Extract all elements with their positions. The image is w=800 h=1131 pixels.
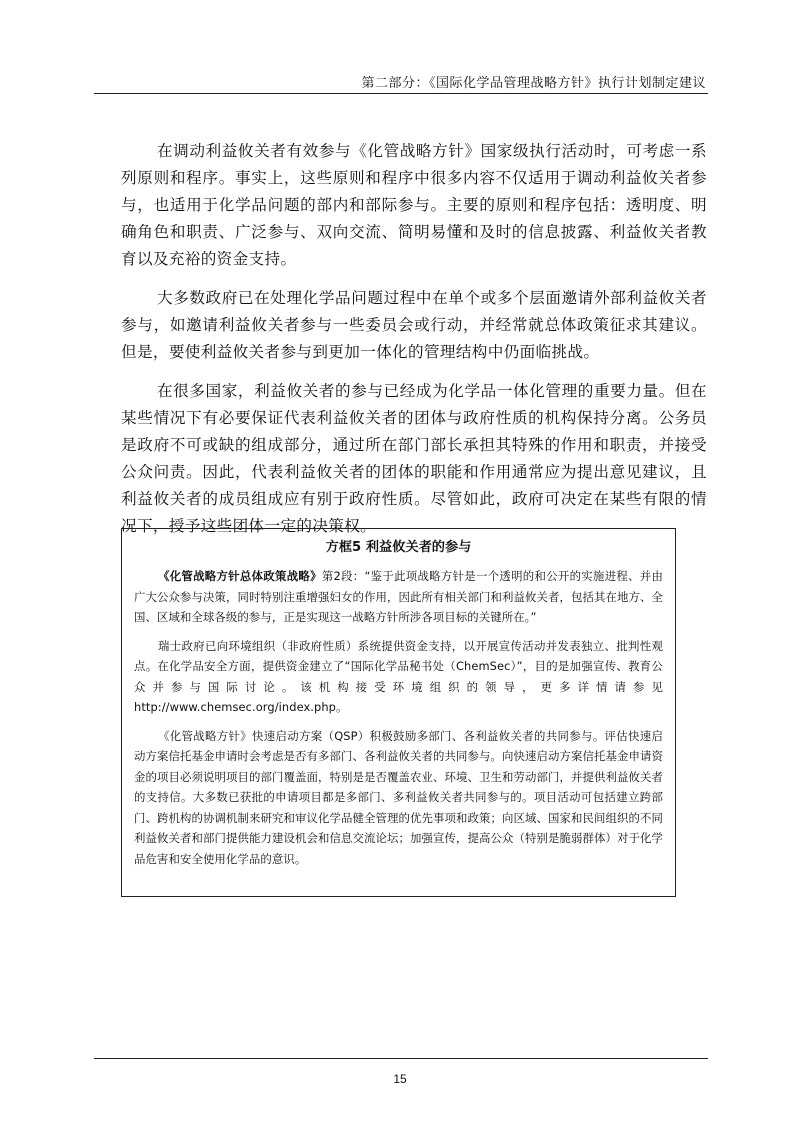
box-paragraph bbox=[134, 566, 663, 628]
paragraph: 大多数政府已在处理化学品问题过程中在单个或多个层面邀请外部利益攸关者参与，如邀请利益攸关者参与一些委员会或行动，并经常就总体政策征求其建议。但是，要使利益攸关者参与到更加一体化的管理结构中仍面临挑战。 bbox=[121, 289, 707, 361]
box-paragraph: 《化管战略方针》快速启动方案（QSP）积极鼓励多部门、各利益攸关者的共同参与。评估快速启动方案信托基金申请时会考虑是否有多部门、各利益攸关者的共同参与。向快速启动方案信托基金申请资金的项目必须说明项目的部门覆盖面，特别是是否覆盖农业、环境、卫生和劳动部门，并提供利益攸关者的支持信。大多数已获批的申请项目都是多部门、多利益攸关者共同参与的。项目活动可包括建立跨部门、跨机构的协调机制来研究和审议化学品健全管理的优先事项和政策；向区域、国家和民间组织的不同利益攸关者和部门提供能力建设机会和信息交流论坛；加强宣传，提高公众（特别是脆弱群体）对于化学品危害和安全使用化学品的意识。 bbox=[134, 728, 663, 866]
footer-divider bbox=[94, 1058, 708, 1059]
header-divider bbox=[94, 93, 708, 94]
body-text bbox=[121, 138, 707, 552]
box-title: 方框5 利益攸关者的参与 bbox=[325, 540, 472, 555]
running-header: 第二部分：《国际化学品管理战略方针》执行计划制定建议 bbox=[361, 76, 706, 91]
text-box bbox=[121, 528, 676, 897]
quote-text: 第2段：“鉴于此项战略方针是一个透明的和公开的实施进程、并由广大公众参与决策，同时特别注重增强妇女的作用，因此所有相关部门和利益攸关者，包括其在地方、全国、区域和全球各级的参与，正是实现这一战略方针所涉各项目标的关键所在。” bbox=[134, 569, 663, 624]
paragraph: 在很多国家，利益攸关者的参与已经成为化学品一体化管理的重要力量。但在某些情况下有必要保证代表利益攸关者的团体与政府性质的机构保持分离。公务员是政府不可或缺的组成部分，通过所在部门部长承担其特殊的作用和职责，并接受公众问责。因此，代表利益攸关者的团体的职能和作用通常应为提出意见建议，且利益攸关者的成员组成应有别于政府性质。尽管如此，政府可决定在某些有限的情况下，授予这些团体一定的决策权。 bbox=[121, 382, 707, 535]
paragraph: 在调动利益攸关者有效参与《化管战略方针》国家级执行活动时，可考虑一系列原则和程序。事实上，这些原则和程序中很多内容不仅适用于调动利益攸关者参与，也适用于化学品问题的部内和部际参与。主要的原则和程序包括：透明度、明确角色和职责、广泛参与、双向交流、简明易懂和及时的信息披露、利益攸关者教育以及充裕的资金支持。 bbox=[121, 142, 707, 268]
quote-source: 《化管战略方针总体政策战略》 bbox=[158, 569, 322, 583]
box-paragraph: 瑞士政府已向环境组织（非政府性质）系统提供资金支持，以开展宣传活动并发表独立、批判性观点。在化学品安全方面，提供资金建立了“国际化学品秘书处（ChemSec）”，目的是加强宣传、教育公众并参与国际讨论。该机构接受环境组织的领导，更多详情请参见http://www.chemsec.org/index.php。 bbox=[134, 638, 663, 714]
page-number: 15 bbox=[393, 1072, 407, 1086]
